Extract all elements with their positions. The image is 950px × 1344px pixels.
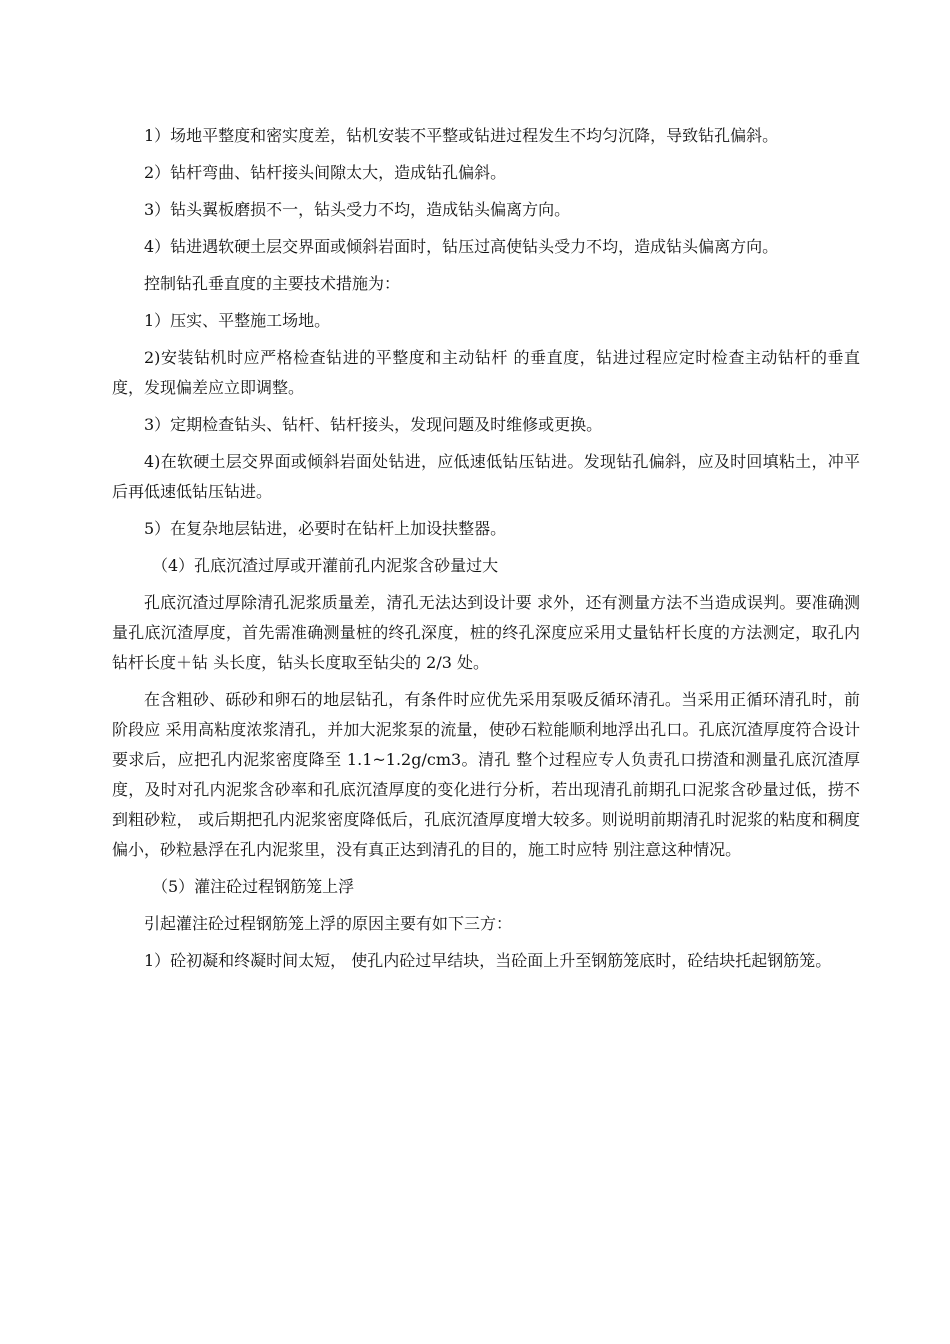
paragraph: 2)安装钻机时应严格检查钻进的平整度和主动钻杆 的垂直度，钻进过程应定时检查主动钻杆的垂直度，发现偏差应立即调整。 [112, 348, 860, 397]
section-heading: （5）灌注砼过程钢筋笼上浮 [152, 877, 355, 896]
paragraph: 3）钻头翼板磨损不一，钻头受力不均，造成钻头偏离方向。 [144, 200, 571, 219]
paragraph-subheading: 控制钻孔垂直度的主要技术措施为： [144, 274, 401, 293]
paragraph: 2）钻杆弯曲、钻杆接头间隙太大，造成钻孔偏斜。 [144, 163, 507, 182]
paragraph: 4）钻进遇软硬土层交界面或倾斜岩面时，钻压过高使钻头受力不均，造成钻头偏离方向。 [144, 237, 779, 256]
document-body [112, 121, 860, 983]
section-heading: （4）孔底沉渣过厚或开灌前孔内泥浆含砂量过大 [152, 556, 499, 575]
paragraph: 1）砼初凝和终凝时间太短， 使孔内砼过早结块，当砼面上升至钢筋笼底时，砼结块托起钢筋笼。 [144, 951, 832, 970]
paragraph: 4)在软硬土层交界面或倾斜岩面处钻进，应低速低钻压钻进。发现钻孔偏斜，应及时回填粘土，冲平后再低速低钻压钻进。 [112, 452, 860, 501]
paragraph: 5）在复杂地层钻进，必要时在钻杆上加设扶整器。 [144, 519, 507, 538]
paragraph: 引起灌注砼过程钢筋笼上浮的原因主要有如下三方： [144, 914, 513, 933]
paragraph: 孔底沉渣过厚除清孔泥浆质量差，清孔无法达到设计要 求外，还有测量方法不当造成误判。要准确测量孔底沉渣厚度，首先需准确测量桩的终孔深度，桩的终孔深度应采用丈量钻杆长度的方法测定，取孔内钻杆长度＋钻 头长度，钻头长度取至钻尖的 2/3 处。 [112, 593, 860, 672]
paragraph: 1）场地平整度和密实度差，钻机安装不平整或钻进过程发生不均匀沉降，导致钻孔偏斜。 [144, 126, 779, 145]
paragraph: 3）定期检查钻头、钻杆、钻杆接头，发现问题及时维修或更换。 [144, 415, 603, 434]
paragraph: 1）压实、平整施工场地。 [144, 311, 331, 330]
paragraph: 在含粗砂、砾砂和卵石的地层钻孔，有条件时应优先采用泵吸反循环清孔。当采用正循环清孔时，前阶段应 采用高粘度浓浆清孔，并加大泥浆泵的流量，使砂石粒能顺利地浮出孔口。孔底沉渣厚度符合设计要求后，应把孔内泥浆密度降至 1.1~1.2g/cm3。清孔 整个过程应专人负责孔口捞渣和测量孔底沉渣厚度，及时对孔内泥浆含砂率和孔底沉渣厚度的变化进行分析，若出现清孔前期孔口泥浆含砂量过低，捞不到粗砂粒， 或后期把孔内泥浆密度降低后，孔底沉渣厚度增大较多。则说明前期清孔时泥浆的粘度和稠度偏小，砂粒悬浮在孔内泥浆里，没有真正达到清孔的目的，施工时应特 别注意这种情况。 [112, 690, 860, 859]
